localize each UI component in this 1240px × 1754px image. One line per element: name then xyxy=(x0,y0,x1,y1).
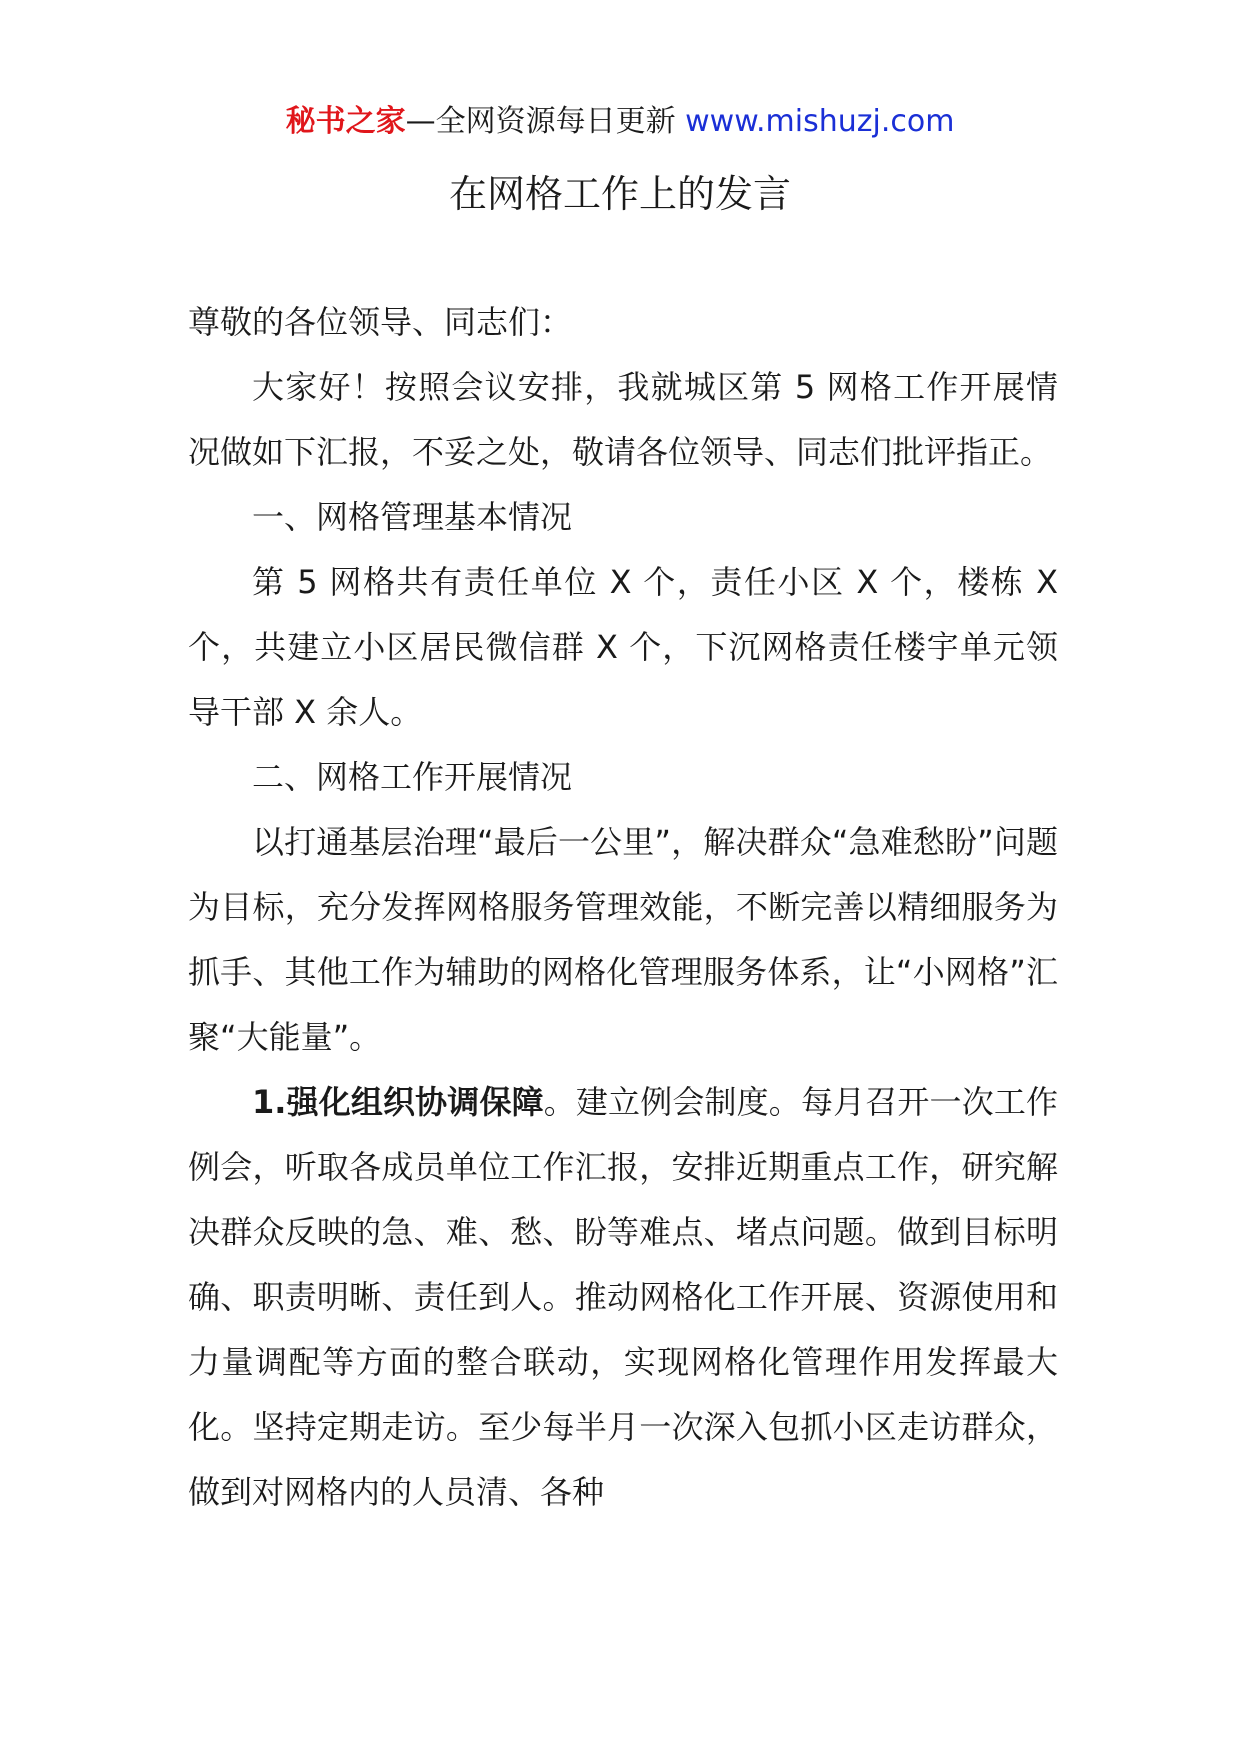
brand-name: 秘书之家 xyxy=(285,104,406,139)
section-2-paragraph: 以打通基层治理“最后一公里”，解决群众“急难愁盼”问题为目标，充分发挥网格服务管理效能，不断完善以精细服务为抓手、其他工作为辅助的网格化管理服务体系，让“小网格”汇聚“大能量”。 xyxy=(188,823,1058,1056)
salutation: 尊敬的各位领导、同志们： xyxy=(188,303,573,341)
section-heading-1: 一、网格管理基本情况 xyxy=(252,498,573,536)
site-url-link[interactable]: www.mishuzj.com xyxy=(685,104,955,139)
document-title: 在网格工作上的发言 xyxy=(448,172,791,216)
section-1-paragraph: 第 5 网格共有责任单位 X 个，责任小区 X 个，楼栋 X 个，共建立小区居民微信群 X 个，下沉网格责任楼宇单元领导干部 X 余人。 xyxy=(188,563,1058,731)
site-header xyxy=(0,100,1240,144)
point-1-paragraph xyxy=(188,1070,1058,1525)
section-heading-2: 二、网格工作开展情况 xyxy=(252,758,573,796)
point-1-text: 。建立例会制度。每月召开一次工作例会，听取各成员单位工作汇报，安排近期重点工作，研究解决群众反映的急、难、愁、盼等难点、堵点问题。做到目标明确、职责明晰、责任到人。推动网格化工作开展、资源使用和力量调配等方面的整合联动，实现网格化管理作用发挥最大化。坚持定期走访。至少每半月一次深入包抓小区走访群众，做到对网格内的人员清、各种 xyxy=(188,1083,1058,1511)
point-1-lead: 1.强化组织协调保障 xyxy=(252,1083,544,1121)
header-slogan: —全网资源每日更新 xyxy=(405,104,676,139)
document-body xyxy=(188,290,1058,1525)
intro-paragraph: 大家好！按照会议安排，我就城区第 5 网格工作开展情况做如下汇报，不妥之处，敬请各位领导、同志们批评指正。 xyxy=(188,368,1058,471)
